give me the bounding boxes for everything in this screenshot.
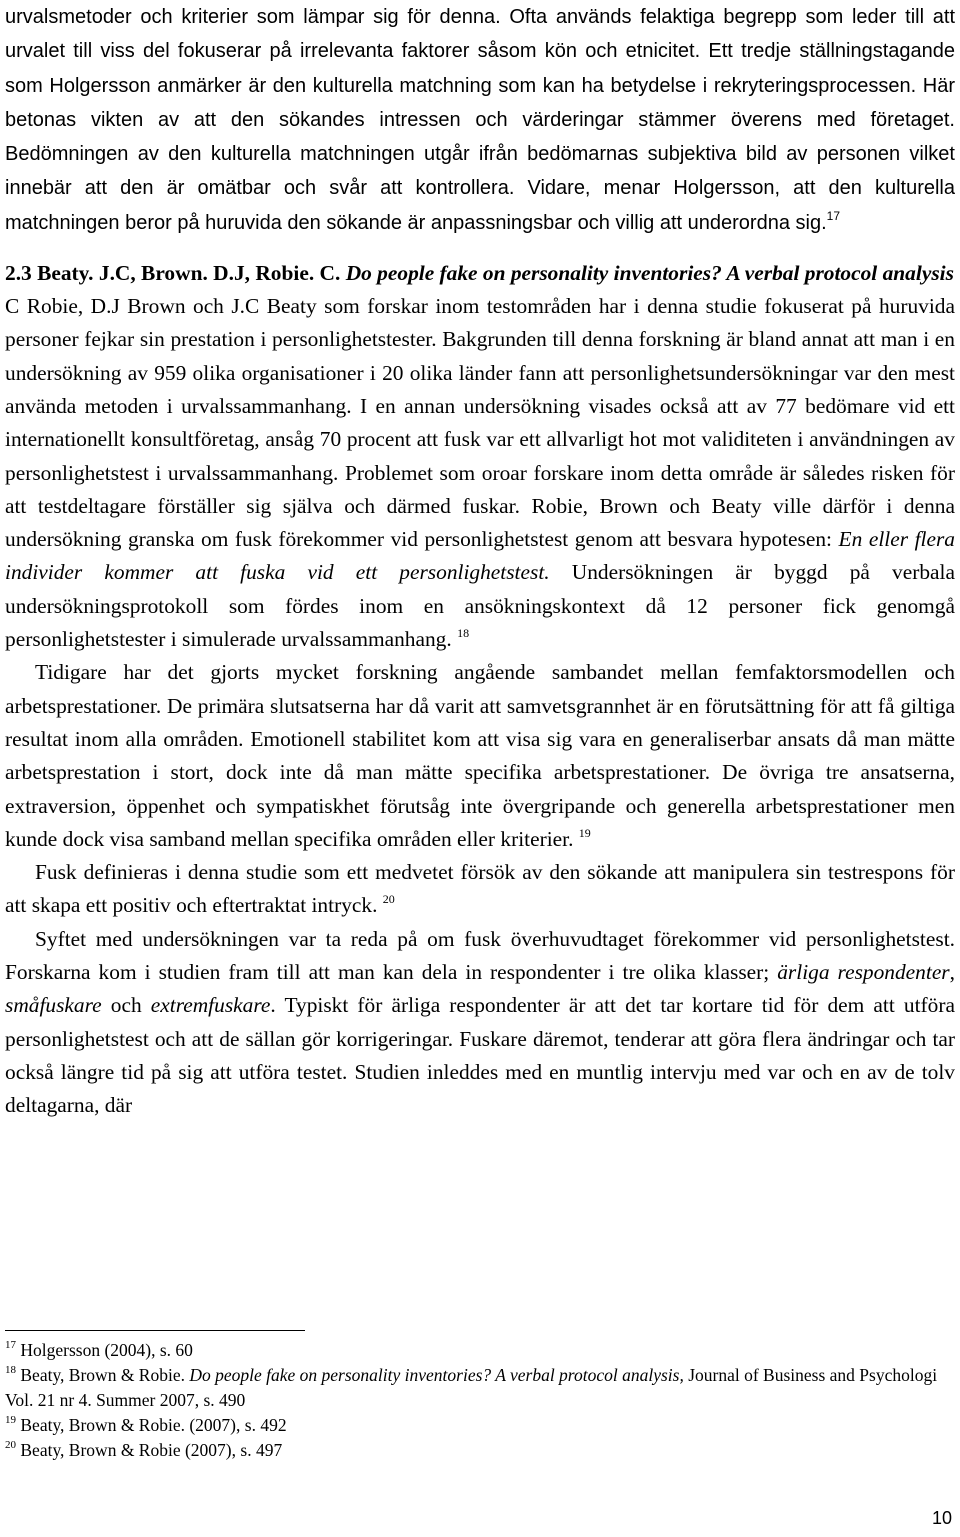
footnote-number: 18 bbox=[5, 1364, 16, 1376]
text-segment: Bedömningen av den kulturella matchningen utgår ifrån bedömarnas subjektiva bild av personen vilket innebär att den är omätbar och svår att kontrollera. bbox=[5, 143, 955, 200]
text-segment: Syftet med undersökningen var ta reda på om fusk överhuvudtaget förekommer vid personlighetstest. Forskarna kom i studien fram till att man kan dela in respondenter i tre olika klasser; bbox=[5, 926, 955, 985]
text-segment: Vidare, menar Holgersson, att den kulturella matchningen beror på huruvida den sökande är anpassningsbar och villig att underordna sig. bbox=[5, 177, 955, 234]
footnote-text: Beaty, Brown & Robie (2007), s. 497 bbox=[20, 1440, 283, 1460]
separator: och bbox=[101, 993, 151, 1018]
paragraph-purpose bbox=[5, 923, 955, 1123]
footnote-18 bbox=[5, 1363, 955, 1413]
footnote-text: Journal of Business and Psychologi Vol. 21 nr 4. Summer 2007, s. 490 bbox=[5, 1365, 938, 1410]
page-number: 10 bbox=[931, 1508, 952, 1528]
footnote-number: 19 bbox=[5, 1414, 16, 1426]
footnote-number: 17 bbox=[5, 1339, 16, 1351]
text-segment: C Robie, D.J Brown och J.C Beaty som forskar inom testområden har i denna studie fokuserat på huruvida personer fejkar sin prestation i personlighetstester. Bakgrunden till denna forskning är bland annat att man i en undersökning av 959 olika organisationer i 20 olika länder fann att personlighetsundersökningar var den mest använda metoden i urvalssammanhang. I en annan undersökning visades också att av 77 bedömare vid ett internationellt konsultföretag, ansåg 70 procent att fusk var ett allvarligt hot mot validiteten i användningen av personlighetstest i urvalssammanhang. Problemet som oroar forskare inom detta område är således risken för att testdeltagare förställer sig själva och därmed fuskar. Robie, Brown och Beaty ville därför i denna undersökning granska om fusk förekommer vid personlighetstest genom att besvara hypotesen: bbox=[5, 294, 955, 552]
footnote-20 bbox=[5, 1438, 955, 1463]
footnote-text: Holgersson (2004), s. 60 bbox=[20, 1340, 193, 1360]
paragraph-fraud-definition bbox=[5, 856, 955, 923]
heading-italic-title: Do people fake on personality inventories? A verbal protocol analysis bbox=[345, 261, 954, 286]
text-segment: . Typiskt för ärliga respondenter är att det tar kortare tid för dem att utföra personlighetstest och att de sällan gör korrigeringar. Fuskare däremot, tenderar att göra flera ändringar och tar också längre tid på sig att utföra testet. Studien inleddes med en muntlig intervju med var och en av de tolv deltagarna, där bbox=[5, 993, 955, 1118]
footnote-text: Beaty, Brown & Robie. (2007), s. 492 bbox=[20, 1415, 287, 1435]
separator: , bbox=[949, 960, 955, 985]
text-segment: Tidigare har det gjorts mycket forskning angående sambandet mellan femfaktorsmodellen och arbetsprestationer. De primära slutsatserna har då varit att samvetsgrannhet är en förutsättning för att få giltiga resultat inom alla områden. Emotionell stabilitet kom att visa sig vara en generaliserbar ansats då man mätte arbetsprestation i stort, dock inte då man mätte specifika arbetsprestationer. De övriga tre ansatserna, extraversion, öppenhet och sympatiskhet förutsåg inte övergripande och generella arbetsprestationer men kunde dock visa samband mellan specifika områden eller kriterier. bbox=[5, 660, 955, 851]
class-extreme-cheaters: extremfuskare bbox=[150, 993, 271, 1018]
paragraph-holgersson bbox=[5, 0, 955, 240]
paragraph-five-factor bbox=[5, 656, 955, 856]
footnote-ref: 17 bbox=[826, 208, 840, 223]
footnote-17 bbox=[5, 1338, 955, 1363]
text-segment: Fusk definieras i denna studie som ett medvetet försök av den sökande att manipulera sin testrespons för att skapa ett positiv och eftertraktat intryck. bbox=[5, 860, 955, 918]
text-segment: Undersökningen är byggd på verbala undersökningsprotokoll som fördes inom en ansökningskontext då 12 personer fick genomgå personlighetstester i simulerade urvalssammanhang. bbox=[5, 560, 955, 652]
paragraph-study-intro bbox=[5, 290, 955, 656]
class-honest: ärliga respondenter bbox=[777, 960, 950, 985]
footnote-italic-title: Do people fake on personality inventories? A verbal protocol analysis, bbox=[189, 1365, 684, 1385]
footnote-divider bbox=[5, 1330, 305, 1331]
document-page bbox=[5, 0, 955, 1123]
footnote-ref: 20 bbox=[382, 892, 395, 907]
footnotes bbox=[5, 1338, 955, 1463]
class-small-cheaters: småfuskare bbox=[5, 993, 102, 1018]
footnote-text: Beaty, Brown & Robie. bbox=[20, 1365, 190, 1385]
footnote-number: 20 bbox=[5, 1439, 16, 1451]
hypothesis-text: En eller flera individer kommer att fuska vid ett personlighetstest. bbox=[5, 527, 955, 585]
text-segment: Ett tredje ställningstagande som Holgersson anmärker är den kulturella matchning som kan ha betydelse i rekryteringsprocessen. Här betonas vikten av att den sökandes intressen och värderingar stämmer överens med företaget. bbox=[5, 40, 955, 131]
footnote-19 bbox=[5, 1413, 955, 1438]
section-heading bbox=[5, 258, 955, 288]
footnote-ref: 18 bbox=[457, 626, 470, 641]
text-segment: urvalsmetoder och kriterier som lämpar sig för denna. Ofta används felaktiga begrepp som leder till att urvalet till viss del fokuserar på irrelevanta faktorer såsom kön och etnicitet. bbox=[5, 6, 955, 63]
heading-plain: 2.3 Beaty. J.C, Brown. D.J, Robie. C. bbox=[5, 261, 346, 286]
footnote-ref: 19 bbox=[578, 825, 591, 840]
